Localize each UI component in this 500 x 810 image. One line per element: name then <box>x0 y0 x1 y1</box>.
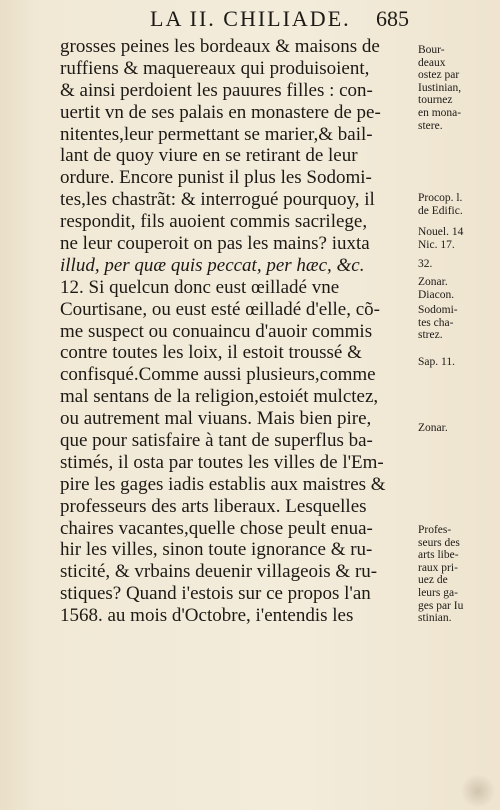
margin-note-line: Sap. 11. <box>418 356 455 368</box>
text-line: stiques? Quand i'estois sur ce propos l'an <box>60 583 371 605</box>
text-line: respondit, fils auoient commis sacrilege, <box>60 211 368 233</box>
text-line: que pour satisfaire à tant de superflus ba- <box>60 430 373 452</box>
margin-note <box>418 44 498 132</box>
margin-note-line: Sodomi- <box>418 304 458 316</box>
margin-note-line: Zonar. <box>418 276 448 288</box>
text-line: confisqué.Comme aussi plusieurs,comme <box>60 364 376 386</box>
margin-note <box>418 258 498 271</box>
margin-note-line: uez de <box>418 574 448 587</box>
text-line: hir les villes, sinon toute ignorance & ru- <box>60 539 373 561</box>
margin-note <box>418 422 498 435</box>
margin-note-line: Nic. 17. <box>418 238 455 251</box>
text-line: ne leur couperoit on pas les mains? iuxta <box>60 233 370 255</box>
margin-note-line: stinian. <box>418 612 452 625</box>
margin-note-line: leurs ga- <box>418 586 458 599</box>
text-line: 12. Si quelcun donc eust œilladé vne <box>60 276 340 298</box>
text-line: ruffiens & maquereaux qui produisoient, <box>60 57 370 79</box>
margin-note-line: tournez <box>418 94 453 107</box>
margin-note-line: 32. <box>418 258 433 270</box>
margin-note-line: seurs des <box>418 536 460 549</box>
text-line: ordure. Encore punist il plus les Sodomi- <box>60 167 372 189</box>
margin-note-line: Diacon. <box>418 288 455 301</box>
text-line: & ainsi perdoient les pauures filles : con- <box>60 79 373 101</box>
text-line: tes,les chastrãt: & interrogué pourquoy, il <box>60 189 375 211</box>
margin-note <box>418 304 498 342</box>
margin-note-line: Profes- <box>418 524 452 536</box>
margin-note-line: Iustinian, <box>418 81 462 94</box>
ink-smudge <box>460 774 496 808</box>
margin-note-line: Nouel. 14 <box>418 226 464 238</box>
text-line: uertit vn de ses palais en monastere de pe- <box>60 101 381 123</box>
text-line: stimés, il osta par toutes les villes de l'Em- <box>60 451 384 473</box>
text-line: chaires vacantes,quelle chose peult enua- <box>60 517 373 539</box>
text-line: me suspect ou conuaincu d'auoir commis <box>60 320 373 342</box>
margin-note-line: en mona- <box>418 106 462 119</box>
running-title: LA II. CHILIADE. <box>150 6 351 31</box>
margin-note-line: Zonar. <box>418 422 448 434</box>
margin-note <box>418 276 498 301</box>
text-line: professeurs des arts liberaux. Lesquelles <box>60 495 367 517</box>
page-number: 685 <box>376 6 409 31</box>
text-line: contre toutes les loix, il estoit troussé & <box>60 342 362 364</box>
margin-note-line: Procop. l. <box>418 192 463 204</box>
text-line: sticité, & vrbains deuenir villageois & ru- <box>60 561 378 583</box>
text-line: ou autrement mal viuans. Mais bien pire, <box>60 408 372 430</box>
text-line: 1568. au mois d'Octobre, i'entendis les <box>60 605 354 627</box>
margin-note-line: ges par Iu <box>418 599 464 612</box>
margin-note-line: deaux <box>418 56 446 69</box>
margin-note <box>418 226 498 251</box>
margin-note-line: tes cha- <box>418 316 454 329</box>
margin-note-line: stere. <box>418 119 443 132</box>
margin-note <box>418 524 498 625</box>
margin-note-line: arts libe- <box>418 549 459 562</box>
margin-note-line: raux pri- <box>418 561 458 574</box>
margin-note-line: strez. <box>418 329 443 342</box>
page-header <box>150 6 480 40</box>
main-text-column <box>60 36 415 627</box>
text-line: Courtisane, ou eust esté œilladé d'elle, cõ- <box>60 298 380 320</box>
margin-note-line: de Edific. <box>418 204 463 217</box>
text-line: grosses peines les bordeaux & maisons de <box>60 36 380 57</box>
margin-note-line: ostez par <box>418 69 460 82</box>
text-line: pire les gages iadis establis aux maistres & <box>60 473 386 495</box>
margin-note <box>418 356 498 369</box>
margin-note <box>418 192 498 217</box>
margin-note-line: Bour- <box>418 44 445 56</box>
text-line: illud, per quæ quis peccat, per hæc, &c. <box>60 254 365 276</box>
text-line: mal sentans de la religion,estoiét mulctez, <box>60 386 379 408</box>
text-line: nitentes,leur permettant se marier,& bail- <box>60 123 373 145</box>
text-line: lant de quoy viure en se retirant de leur <box>60 145 358 167</box>
